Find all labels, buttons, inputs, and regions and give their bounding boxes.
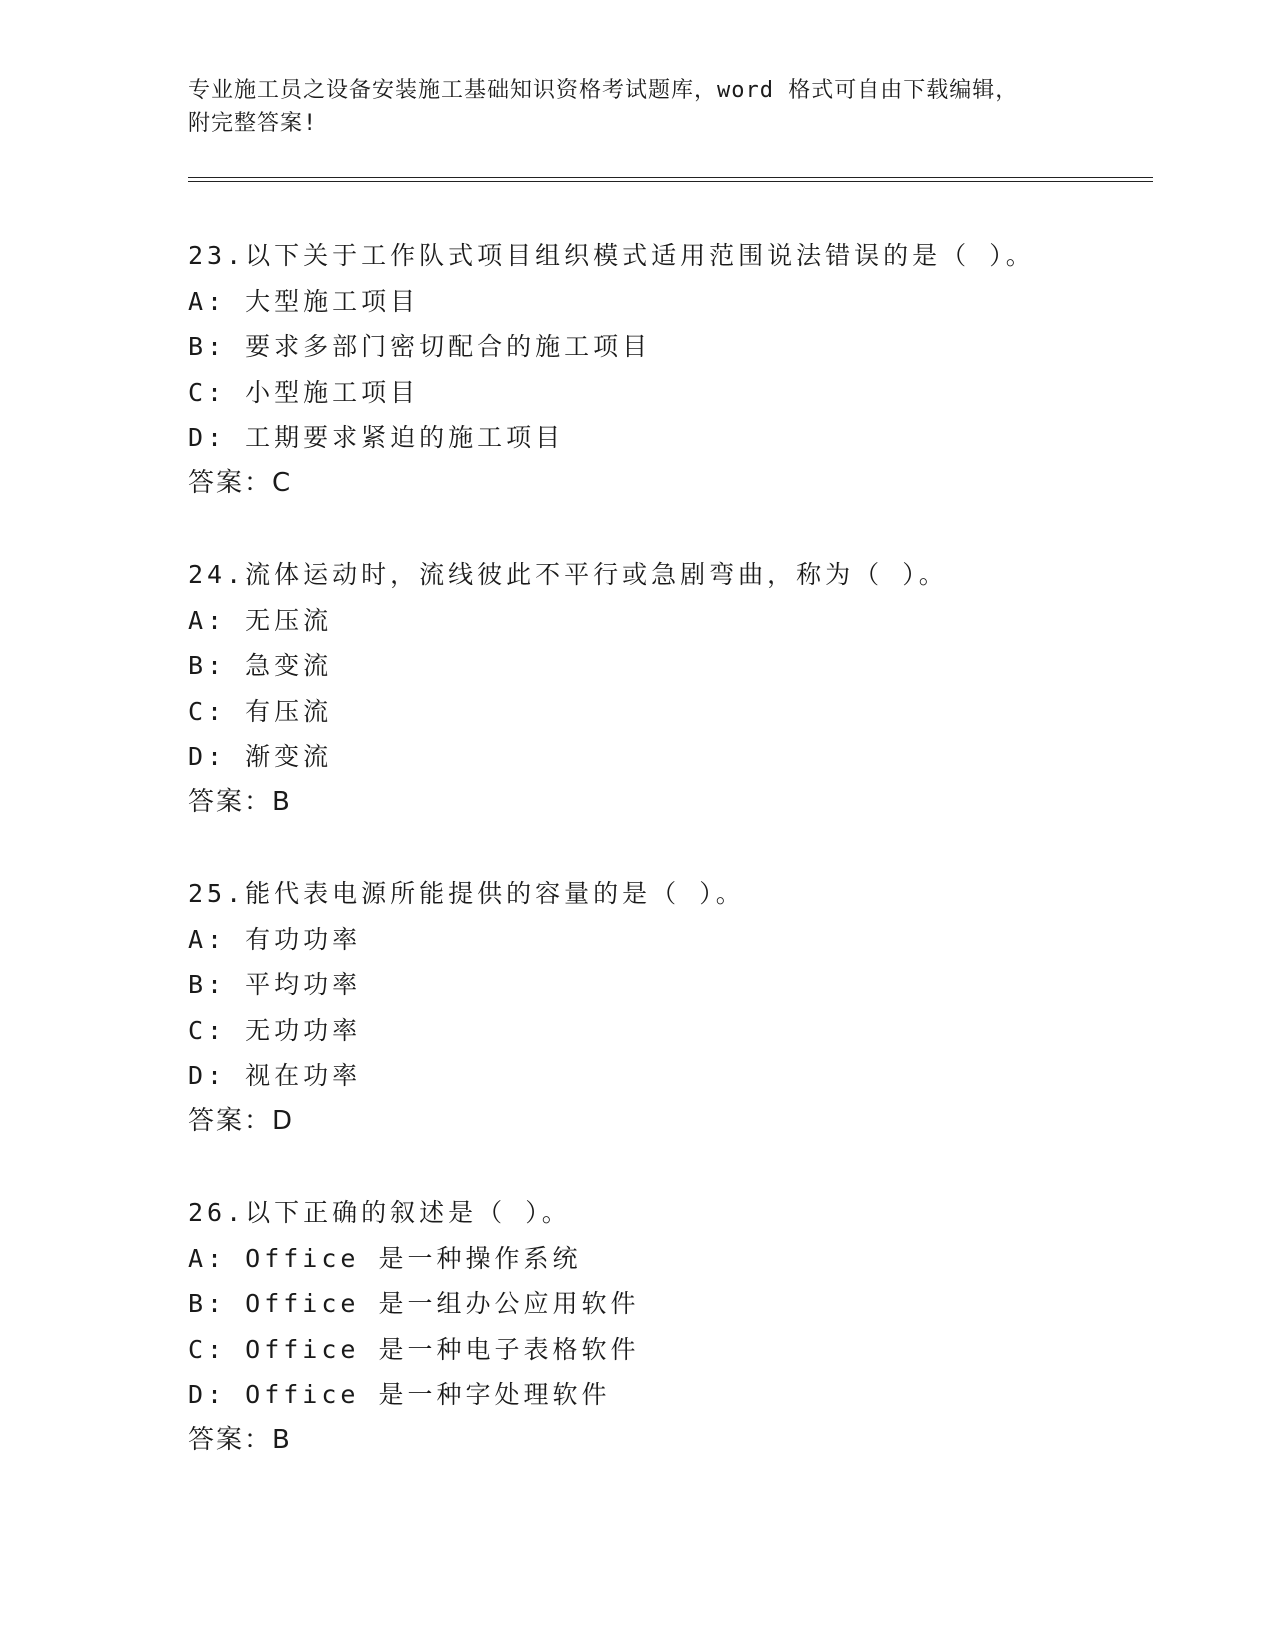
option-d: D: 渐变流 [188,742,333,771]
option-a: A: 无压流 [188,605,333,635]
header-line-2: 附完整答案! [188,111,318,136]
header-line-1: 专业施工员之设备安装施工基础知识资格考试题库，word 格式可自由下载编辑， [188,78,1019,103]
option-a: A: 有功功率 [188,924,362,954]
option-b: B: Office 是一组办公应用软件 [188,1289,640,1318]
question-24 [188,552,1148,825]
question-title: 25.能代表电源所能提供的容量的是（ ）。 [188,879,745,908]
header-divider-bottom [188,181,1153,182]
answer: 答案：D [188,1105,295,1136]
question-26 [188,1190,1148,1463]
option-d: D: Office 是一种字处理软件 [188,1380,611,1409]
option-b: B: 急变流 [188,651,333,680]
option-a: A: 大型施工项目 [188,286,420,316]
option-c: C: 无功功率 [188,1015,362,1045]
question-title: 26.以下正确的叙述是（ ）。 [188,1198,571,1227]
option-c: C: 小型施工项目 [188,377,420,407]
option-c: C: Office 是一种电子表格软件 [188,1334,640,1364]
answer: 答案：C [188,467,293,498]
question-title: 23.以下关于工作队式项目组织模式适用范围说法错误的是（ ）。 [188,241,1035,270]
header-divider-top [188,177,1153,178]
answer: 答案：B [188,786,292,817]
option-d: D: 工期要求紧迫的施工项目 [188,423,565,452]
document-header [188,74,1088,140]
answer: 答案：B [188,1424,292,1455]
option-d: D: 视在功率 [188,1061,362,1090]
question-25 [188,871,1148,1144]
option-c: C: 有压流 [188,696,333,726]
option-b: B: 要求多部门密切配合的施工项目 [188,332,652,361]
question-title: 24.流体运动时，流线彼此不平行或急剧弯曲，称为（ ）。 [188,560,948,589]
option-b: B: 平均功率 [188,970,362,999]
option-a: A: Office 是一种操作系统 [188,1243,582,1273]
question-23 [188,233,1148,506]
